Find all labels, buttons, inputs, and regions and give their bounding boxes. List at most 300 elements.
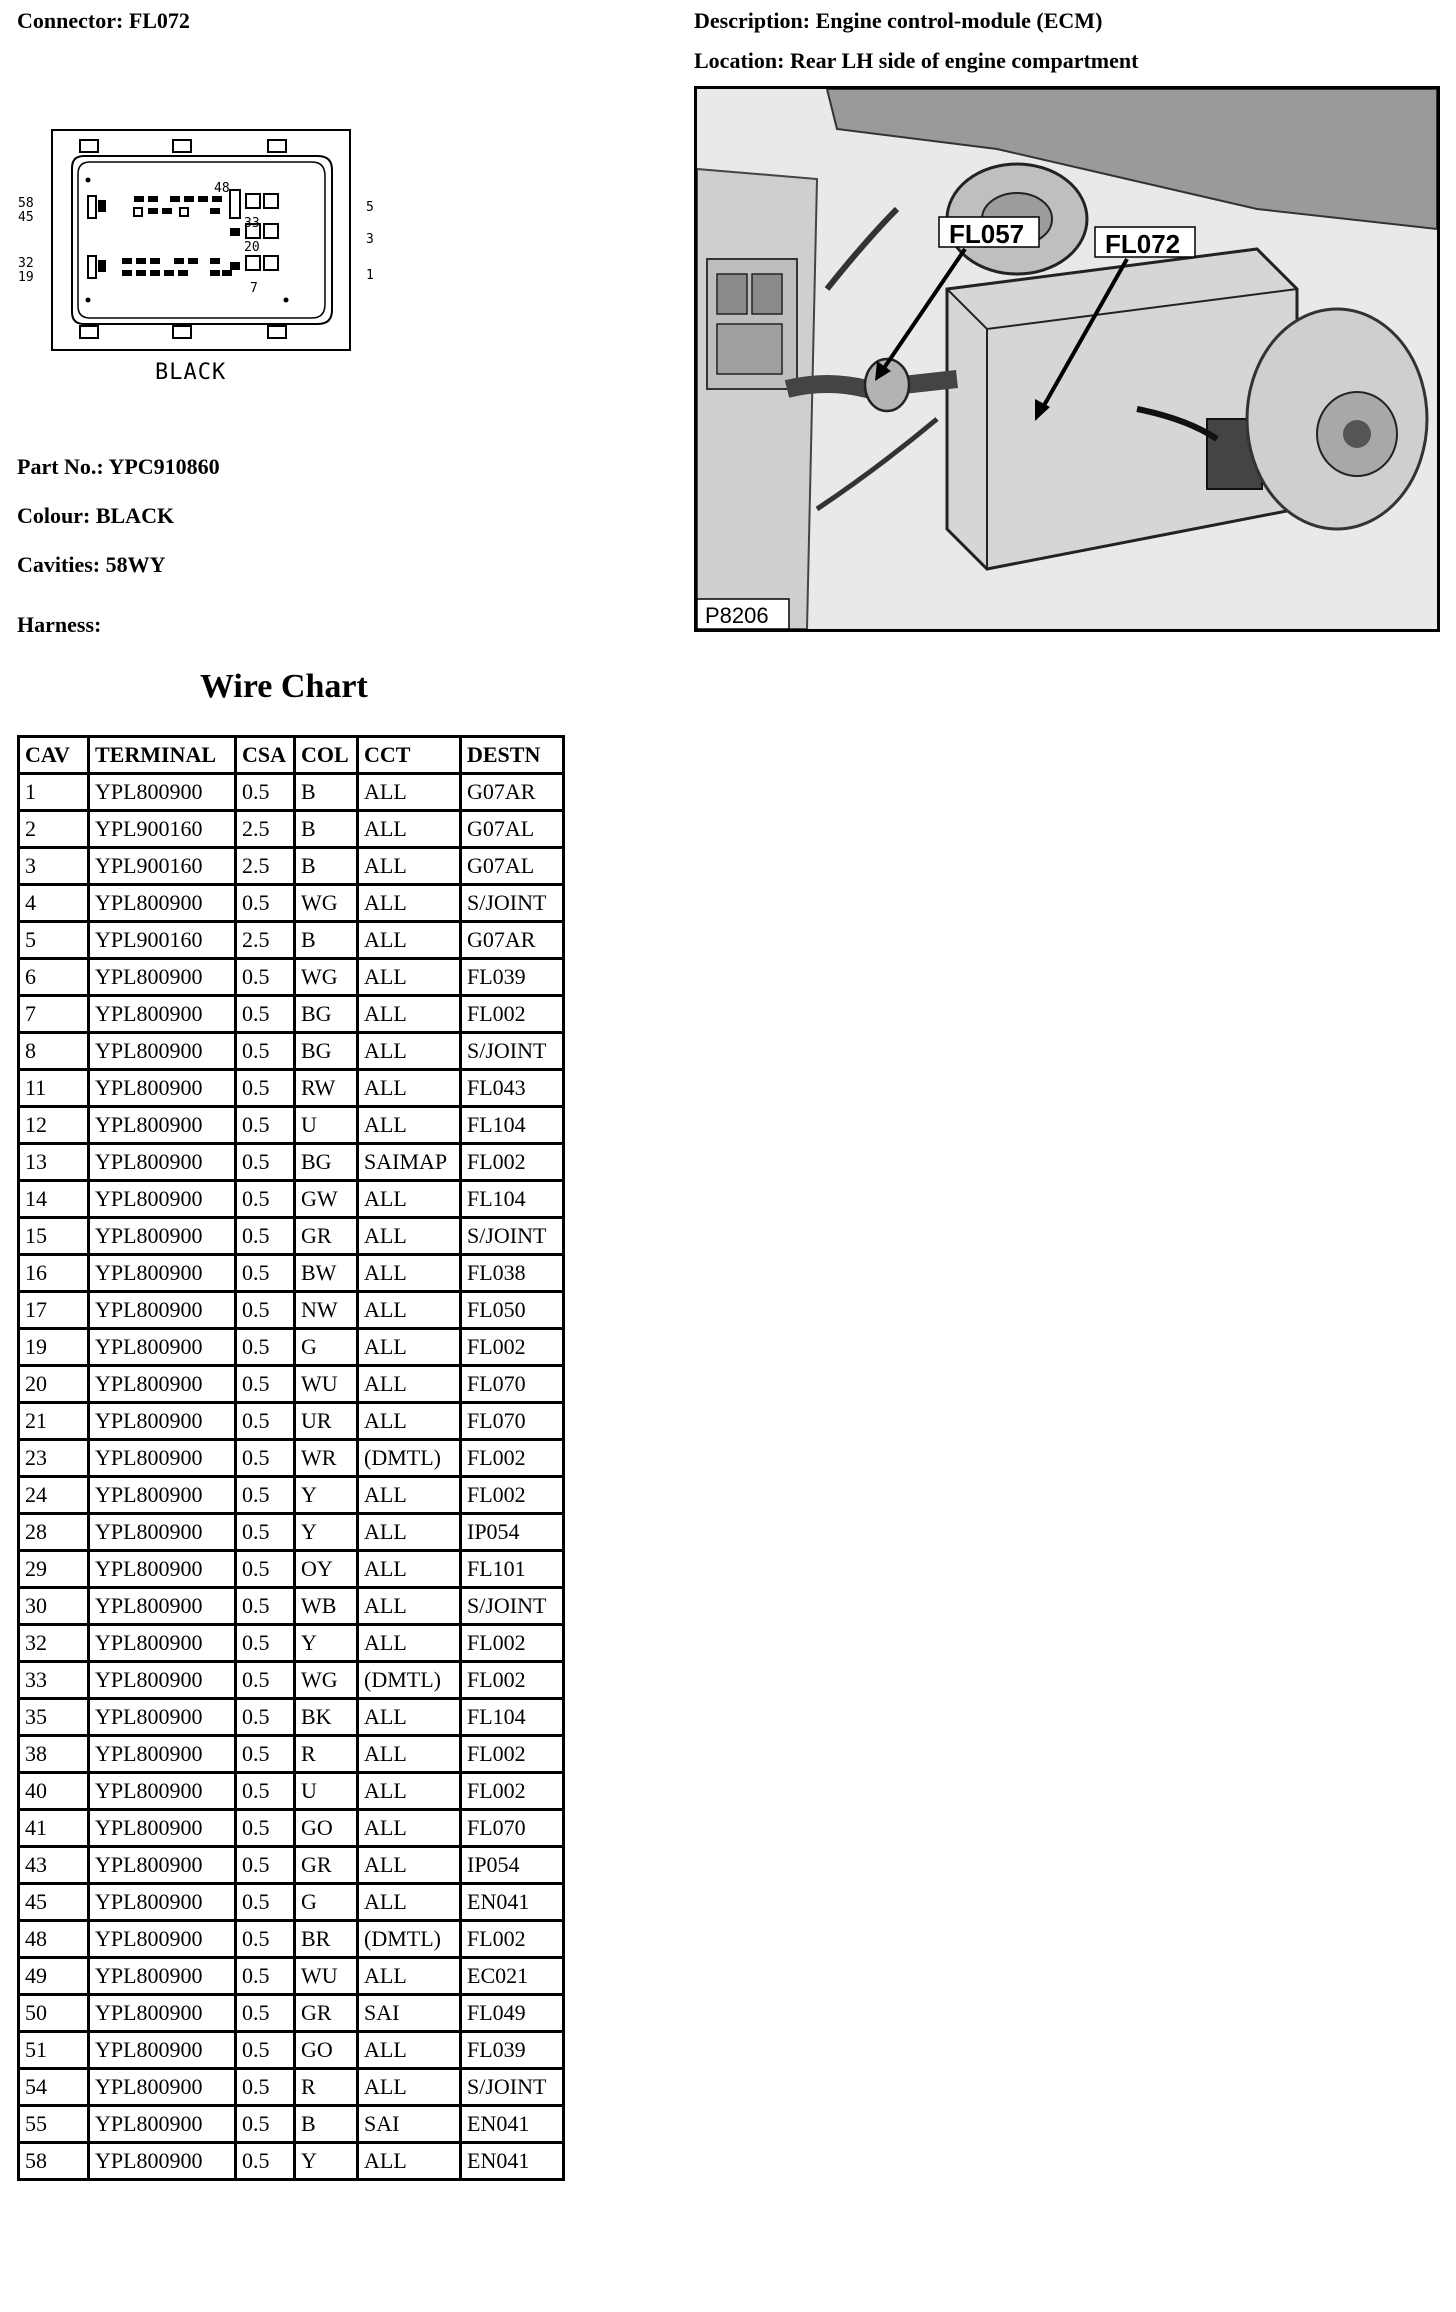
cell-csa: 0.5	[236, 2069, 295, 2106]
cell-cct: ALL	[358, 1255, 461, 1292]
cell-cct: ALL	[358, 1329, 461, 1366]
cell-cav: 49	[19, 1958, 89, 1995]
cell-terminal: YPL800900	[89, 1107, 236, 1144]
cell-csa: 0.5	[236, 1884, 295, 1921]
table-row	[19, 1699, 564, 1736]
cell-csa: 0.5	[236, 1588, 295, 1625]
cell-csa: 0.5	[236, 1625, 295, 1662]
cell-csa: 0.5	[236, 1292, 295, 1329]
cell-destn: S/JOINT	[461, 1033, 564, 1070]
cell-cav: 41	[19, 1810, 89, 1847]
cell-destn: FL002	[461, 996, 564, 1033]
cell-col: WU	[295, 1366, 358, 1403]
table-row	[19, 848, 564, 885]
cell-csa: 0.5	[236, 1366, 295, 1403]
cell-csa: 0.5	[236, 1847, 295, 1884]
cell-destn: S/JOINT	[461, 1218, 564, 1255]
cell-col: GW	[295, 1181, 358, 1218]
cell-destn: EN041	[461, 1884, 564, 1921]
cell-destn: FL049	[461, 1995, 564, 2032]
cell-destn: EC021	[461, 1958, 564, 1995]
cell-cav: 58	[19, 2143, 89, 2180]
cell-terminal: YPL900160	[89, 811, 236, 848]
cell-cct: ALL	[358, 2069, 461, 2106]
cell-cav: 51	[19, 2032, 89, 2069]
cell-terminal: YPL800900	[89, 1810, 236, 1847]
cell-col: WU	[295, 1958, 358, 1995]
table-row	[19, 2143, 564, 2180]
cell-col: RW	[295, 1070, 358, 1107]
cell-cct: ALL	[358, 1292, 461, 1329]
pin-label-3: 3	[366, 232, 374, 247]
cell-destn: FL002	[461, 1144, 564, 1181]
cell-terminal: YPL800900	[89, 1070, 236, 1107]
cell-csa: 0.5	[236, 1551, 295, 1588]
table-row	[19, 1292, 564, 1329]
cell-cav: 40	[19, 1773, 89, 1810]
cell-cct: ALL	[358, 2032, 461, 2069]
cell-cav: 35	[19, 1699, 89, 1736]
cell-cct: ALL	[358, 885, 461, 922]
cell-destn: FL050	[461, 1292, 564, 1329]
cell-terminal: YPL800900	[89, 1736, 236, 1773]
column-header-csa: CSA	[236, 737, 295, 774]
cell-terminal: YPL800900	[89, 1625, 236, 1662]
cell-cav: 14	[19, 1181, 89, 1218]
cell-terminal: YPL800900	[89, 1921, 236, 1958]
cell-csa: 2.5	[236, 848, 295, 885]
table-row	[19, 1403, 564, 1440]
cell-terminal: YPL800900	[89, 885, 236, 922]
cell-cav: 28	[19, 1514, 89, 1551]
cell-terminal: YPL800900	[89, 1440, 236, 1477]
cell-terminal: YPL800900	[89, 996, 236, 1033]
cell-col: GR	[295, 1847, 358, 1884]
description-line	[694, 8, 1102, 34]
table-row	[19, 1514, 564, 1551]
cell-cav: 54	[19, 2069, 89, 2106]
cell-csa: 2.5	[236, 811, 295, 848]
description-label: Description:	[694, 8, 811, 33]
cell-col: B	[295, 774, 358, 811]
table-row	[19, 774, 564, 811]
cell-terminal: YPL800900	[89, 1255, 236, 1292]
cell-col: WG	[295, 959, 358, 996]
cell-terminal: YPL800900	[89, 1144, 236, 1181]
cell-cav: 12	[19, 1107, 89, 1144]
cell-cav: 50	[19, 1995, 89, 2032]
cell-col: WR	[295, 1440, 358, 1477]
cell-cav: 55	[19, 2106, 89, 2143]
cell-terminal: YPL800900	[89, 1033, 236, 1070]
cell-terminal: YPL800900	[89, 1958, 236, 1995]
cell-destn: FL043	[461, 1070, 564, 1107]
cell-destn: FL070	[461, 1403, 564, 1440]
cell-csa: 0.5	[236, 1440, 295, 1477]
pin-label-1: 1	[366, 268, 374, 283]
cell-cct: ALL	[358, 1181, 461, 1218]
wire-chart-table	[17, 735, 565, 2181]
cell-destn: FL039	[461, 2032, 564, 2069]
table-row	[19, 1847, 564, 1884]
cell-cct: (DMTL)	[358, 1921, 461, 1958]
cell-cav: 33	[19, 1662, 89, 1699]
cell-cct: SAI	[358, 1995, 461, 2032]
cell-terminal: YPL800900	[89, 1218, 236, 1255]
cell-cct: ALL	[358, 1958, 461, 1995]
table-row	[19, 2032, 564, 2069]
cell-csa: 0.5	[236, 1958, 295, 1995]
cell-cct: ALL	[358, 1403, 461, 1440]
cell-destn: FL002	[461, 1921, 564, 1958]
table-row	[19, 1477, 564, 1514]
cell-col: BK	[295, 1699, 358, 1736]
column-header-destn: DESTN	[461, 737, 564, 774]
cell-terminal: YPL800900	[89, 1292, 236, 1329]
cell-cav: 3	[19, 848, 89, 885]
column-header-cct: CCT	[358, 737, 461, 774]
pin-label-33: 33	[244, 216, 260, 231]
cell-terminal: YPL800900	[89, 1477, 236, 1514]
cell-col: BR	[295, 1921, 358, 1958]
location-label: Location:	[694, 48, 785, 73]
engine-bay-illustration	[697, 89, 1437, 629]
cell-cav: 11	[19, 1070, 89, 1107]
cell-terminal: YPL800900	[89, 1514, 236, 1551]
cell-cct: (DMTL)	[358, 1440, 461, 1477]
harness-label: Harness:	[17, 612, 102, 637]
cell-destn: IP054	[461, 1514, 564, 1551]
callout-fl057: FL057	[949, 219, 1025, 249]
cell-col: B	[295, 811, 358, 848]
cell-destn: S/JOINT	[461, 1588, 564, 1625]
cavities-line	[17, 552, 165, 578]
pin-label-7: 7	[250, 281, 258, 296]
cell-col: B	[295, 848, 358, 885]
cell-terminal: YPL800900	[89, 2143, 236, 2180]
cell-cct: ALL	[358, 959, 461, 996]
cell-col: WB	[295, 1588, 358, 1625]
cell-csa: 0.5	[236, 2143, 295, 2180]
cell-csa: 0.5	[236, 959, 295, 996]
table-row	[19, 1551, 564, 1588]
cell-csa: 0.5	[236, 1107, 295, 1144]
cell-destn: FL070	[461, 1366, 564, 1403]
cell-col: G	[295, 1884, 358, 1921]
connector-drawing	[50, 128, 355, 398]
cell-cct: ALL	[358, 1736, 461, 1773]
part-label: Part No.:	[17, 454, 104, 479]
cell-cav: 19	[19, 1329, 89, 1366]
pin-label-5: 5	[366, 200, 374, 215]
cell-destn: IP054	[461, 1847, 564, 1884]
cell-cav: 15	[19, 1218, 89, 1255]
table-row	[19, 1773, 564, 1810]
cell-csa: 0.5	[236, 1255, 295, 1292]
cell-col: R	[295, 1736, 358, 1773]
cell-csa: 0.5	[236, 1773, 295, 1810]
cell-cct: ALL	[358, 811, 461, 848]
cell-col: G	[295, 1329, 358, 1366]
cell-destn: FL002	[461, 1736, 564, 1773]
cell-csa: 0.5	[236, 1070, 295, 1107]
cell-terminal: YPL900160	[89, 848, 236, 885]
table-row	[19, 2069, 564, 2106]
cell-cct: ALL	[358, 1699, 461, 1736]
connector-value: FL072	[128, 8, 190, 33]
table-row	[19, 1144, 564, 1181]
cell-terminal: YPL800900	[89, 959, 236, 996]
cell-destn: FL002	[461, 1477, 564, 1514]
connector-heading	[17, 8, 190, 34]
cavities-value: 58WY	[105, 552, 166, 577]
cell-col: Y	[295, 2143, 358, 2180]
cell-terminal: YPL800900	[89, 2069, 236, 2106]
cell-destn: FL038	[461, 1255, 564, 1292]
cell-cct: ALL	[358, 1551, 461, 1588]
cell-csa: 0.5	[236, 1477, 295, 1514]
table-row	[19, 996, 564, 1033]
cell-csa: 0.5	[236, 1995, 295, 2032]
cell-terminal: YPL800900	[89, 1995, 236, 2032]
connector-label: Connector:	[17, 8, 124, 33]
table-row	[19, 1181, 564, 1218]
cell-destn: G07AR	[461, 922, 564, 959]
connector-colour-text: BLACK	[155, 360, 227, 385]
cell-destn: EN041	[461, 2106, 564, 2143]
table-row	[19, 885, 564, 922]
cell-terminal: YPL800900	[89, 1699, 236, 1736]
cell-col: BG	[295, 1144, 358, 1181]
cell-cav: 24	[19, 1477, 89, 1514]
callout-fl072: FL072	[1105, 229, 1181, 259]
table-row	[19, 1366, 564, 1403]
table-row	[19, 1662, 564, 1699]
wire-chart-title: Wire Chart	[200, 668, 368, 705]
cell-cct: ALL	[358, 2143, 461, 2180]
cell-csa: 0.5	[236, 2032, 295, 2069]
part-value: YPC910860	[108, 454, 220, 479]
cell-col: WG	[295, 1662, 358, 1699]
cell-csa: 0.5	[236, 2106, 295, 2143]
location-photo	[694, 86, 1440, 632]
cell-csa: 0.5	[236, 1144, 295, 1181]
cell-cav: 8	[19, 1033, 89, 1070]
cell-destn: FL070	[461, 1810, 564, 1847]
cell-csa: 0.5	[236, 1699, 295, 1736]
cell-cct: ALL	[358, 1107, 461, 1144]
cell-destn: S/JOINT	[461, 2069, 564, 2106]
cell-csa: 0.5	[236, 885, 295, 922]
cell-destn: FL104	[461, 1181, 564, 1218]
cell-terminal: YPL800900	[89, 1588, 236, 1625]
wire-chart-header-row	[19, 737, 564, 774]
cell-col: Y	[295, 1514, 358, 1551]
cell-cav: 2	[19, 811, 89, 848]
table-row	[19, 2106, 564, 2143]
table-row	[19, 1033, 564, 1070]
cell-cct: ALL	[358, 1625, 461, 1662]
cell-cav: 32	[19, 1625, 89, 1662]
cell-destn: FL101	[461, 1551, 564, 1588]
cell-destn: FL104	[461, 1107, 564, 1144]
cell-destn: FL002	[461, 1440, 564, 1477]
pin-label-20: 20	[244, 240, 260, 255]
cell-cav: 4	[19, 885, 89, 922]
pin-label-19: 19	[18, 270, 34, 285]
cell-cav: 23	[19, 1440, 89, 1477]
cell-csa: 0.5	[236, 996, 295, 1033]
cell-col: BG	[295, 1033, 358, 1070]
cell-terminal: YPL900160	[89, 922, 236, 959]
cell-terminal: YPL800900	[89, 1662, 236, 1699]
cell-col: OY	[295, 1551, 358, 1588]
cell-col: GO	[295, 2032, 358, 2069]
cell-terminal: YPL800900	[89, 1366, 236, 1403]
cell-col: Y	[295, 1625, 358, 1662]
cell-destn: FL002	[461, 1773, 564, 1810]
cell-cct: ALL	[358, 1588, 461, 1625]
cell-destn: FL104	[461, 1699, 564, 1736]
pin-label-48: 48	[214, 181, 230, 196]
column-header-col: COL	[295, 737, 358, 774]
cell-col: GO	[295, 1810, 358, 1847]
cell-csa: 0.5	[236, 1736, 295, 1773]
cell-cct: SAI	[358, 2106, 461, 2143]
cell-destn: S/JOINT	[461, 885, 564, 922]
table-row	[19, 1218, 564, 1255]
cell-cct: ALL	[358, 1514, 461, 1551]
column-header-terminal: TERMINAL	[89, 737, 236, 774]
cell-terminal: YPL800900	[89, 2106, 236, 2143]
cell-terminal: YPL800900	[89, 774, 236, 811]
cell-cav: 21	[19, 1403, 89, 1440]
cell-destn: G07AR	[461, 774, 564, 811]
cell-col: GR	[295, 1995, 358, 2032]
pin-label-58: 58	[18, 196, 34, 211]
cell-csa: 0.5	[236, 1921, 295, 1958]
cell-destn: G07AL	[461, 848, 564, 885]
cell-terminal: YPL800900	[89, 1773, 236, 1810]
cell-terminal: YPL800900	[89, 1884, 236, 1921]
cell-cav: 6	[19, 959, 89, 996]
cell-cav: 20	[19, 1366, 89, 1403]
description-value: Engine control-module (ECM)	[815, 8, 1103, 33]
cell-destn: G07AL	[461, 811, 564, 848]
cell-destn: FL002	[461, 1329, 564, 1366]
cell-cav: 7	[19, 996, 89, 1033]
cell-cct: ALL	[358, 848, 461, 885]
harness-line	[17, 612, 101, 638]
table-row	[19, 1440, 564, 1477]
cell-cct: ALL	[358, 1366, 461, 1403]
cell-csa: 0.5	[236, 1329, 295, 1366]
cell-col: R	[295, 2069, 358, 2106]
cell-cav: 13	[19, 1144, 89, 1181]
cell-col: NW	[295, 1292, 358, 1329]
cell-cav: 48	[19, 1921, 89, 1958]
cell-col: B	[295, 2106, 358, 2143]
table-row	[19, 1921, 564, 1958]
colour-line	[17, 503, 174, 529]
cell-cav: 1	[19, 774, 89, 811]
part-number-line	[17, 454, 220, 480]
cell-cav: 16	[19, 1255, 89, 1292]
cell-csa: 0.5	[236, 1810, 295, 1847]
cell-col: WG	[295, 885, 358, 922]
table-row	[19, 1255, 564, 1292]
cell-destn: FL002	[461, 1625, 564, 1662]
cell-cct: ALL	[358, 774, 461, 811]
image-reference: P8206	[705, 603, 769, 628]
cell-col: GR	[295, 1218, 358, 1255]
cell-cct: ALL	[358, 1033, 461, 1070]
cell-cct: ALL	[358, 996, 461, 1033]
cell-cav: 29	[19, 1551, 89, 1588]
table-row	[19, 1107, 564, 1144]
cell-cav: 5	[19, 922, 89, 959]
cell-cav: 17	[19, 1292, 89, 1329]
cell-col: U	[295, 1773, 358, 1810]
cell-col: BG	[295, 996, 358, 1033]
cell-cct: ALL	[358, 1810, 461, 1847]
cell-cct: ALL	[358, 1477, 461, 1514]
cell-destn: FL002	[461, 1662, 564, 1699]
cell-terminal: YPL800900	[89, 1847, 236, 1884]
cell-terminal: YPL800900	[89, 1403, 236, 1440]
cell-cav: 45	[19, 1884, 89, 1921]
cell-col: Y	[295, 1477, 358, 1514]
cell-destn: FL039	[461, 959, 564, 996]
location-line	[694, 48, 1138, 74]
cell-csa: 0.5	[236, 1218, 295, 1255]
table-row	[19, 1070, 564, 1107]
cell-terminal: YPL800900	[89, 1329, 236, 1366]
cell-cct: ALL	[358, 1847, 461, 1884]
cell-csa: 0.5	[236, 1514, 295, 1551]
table-row	[19, 959, 564, 996]
cell-col: U	[295, 1107, 358, 1144]
cell-terminal: YPL800900	[89, 1181, 236, 1218]
cell-cct: ALL	[358, 1884, 461, 1921]
cell-csa: 0.5	[236, 1181, 295, 1218]
cell-terminal: YPL800900	[89, 1551, 236, 1588]
cell-cav: 43	[19, 1847, 89, 1884]
cavities-label: Cavities:	[17, 552, 101, 577]
location-value: Rear LH side of engine compartment	[789, 48, 1139, 73]
table-row	[19, 922, 564, 959]
cell-cct: ALL	[358, 1218, 461, 1255]
cell-cav: 38	[19, 1736, 89, 1773]
table-row	[19, 811, 564, 848]
table-row	[19, 1329, 564, 1366]
table-row	[19, 1884, 564, 1921]
cell-col: UR	[295, 1403, 358, 1440]
cell-cct: ALL	[358, 1773, 461, 1810]
cell-destn: EN041	[461, 2143, 564, 2180]
table-row	[19, 1588, 564, 1625]
pin-label-45: 45	[18, 210, 34, 225]
cell-csa: 0.5	[236, 1033, 295, 1070]
cell-cct: SAIMAP	[358, 1144, 461, 1181]
cell-csa: 0.5	[236, 1662, 295, 1699]
cell-csa: 0.5	[236, 1403, 295, 1440]
table-row	[19, 1995, 564, 2032]
table-row	[19, 1810, 564, 1847]
cell-cav: 30	[19, 1588, 89, 1625]
cell-cct: ALL	[358, 1070, 461, 1107]
cell-csa: 0.5	[236, 774, 295, 811]
